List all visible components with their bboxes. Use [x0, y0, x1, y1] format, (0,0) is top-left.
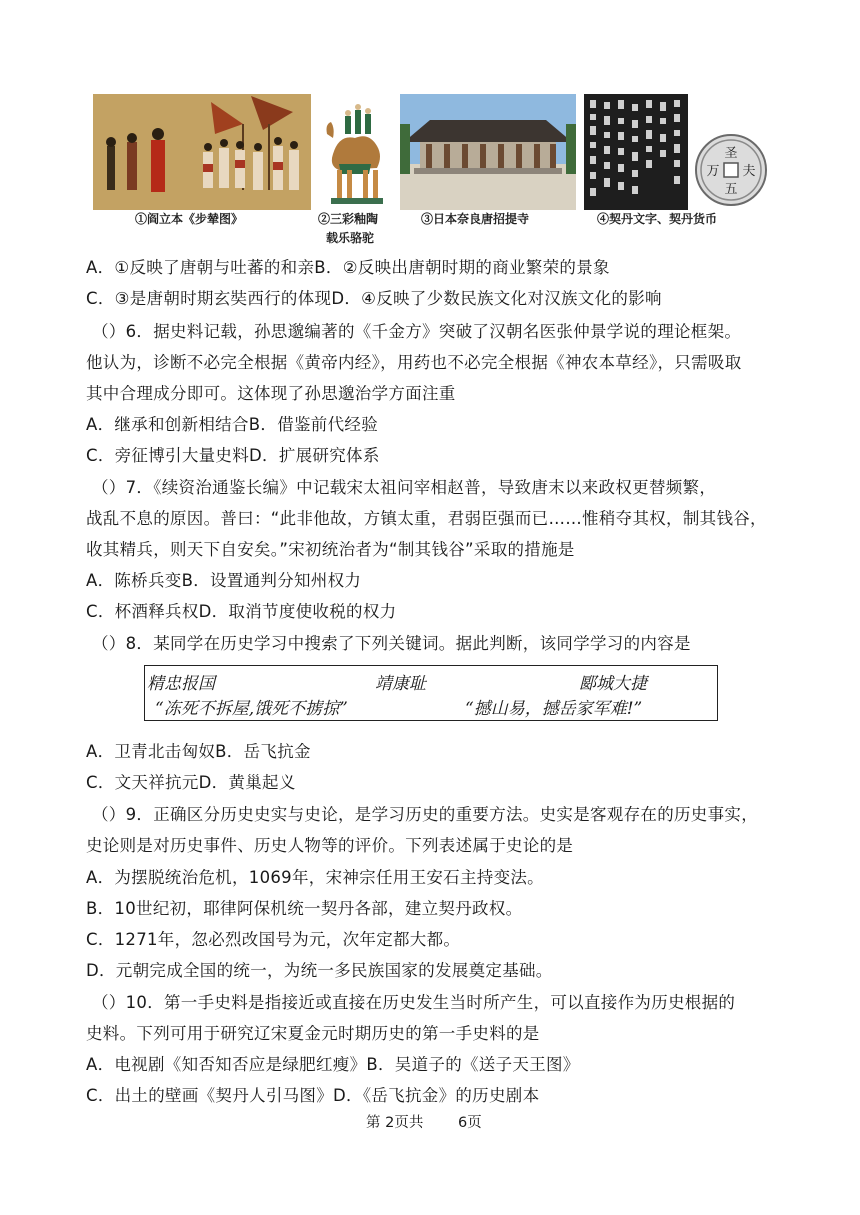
keyword-quote-yuejiajun: “撼山易，撼岳家军难!”	[465, 699, 643, 719]
q7-stem-line2: 战乱不息的原因。普曰：“此非他故，方镇太重，君弱臣强而已……惟稍夺其权，制其钱谷，	[86, 509, 767, 528]
q7-option-a-b: A．陈桥兵变B．设置通判分知州权力	[86, 571, 362, 590]
q9-option-b: B．10世纪初，耶律阿保机统一契丹各部，建立契丹政权。	[86, 899, 523, 918]
coin-char-top: 圣	[724, 146, 738, 161]
q5-option-a-b: A．①反映了唐朝与吐蕃的和亲B．②反映出唐朝时期的商业繁荣的景象	[86, 258, 610, 277]
painting-image	[93, 94, 311, 210]
q6-stem-line3: 其中合理成分即可。这体现了孙思邈治学方面注重	[86, 384, 456, 403]
q10-option-c-d: C．出土的壁画《契丹人引马图》D．《岳飞抗金》的历史剧本	[86, 1086, 540, 1105]
q8-keyword-box	[144, 665, 718, 721]
q9-stem-line1: （）9．正确区分历史史实与史论，是学习历史的重要方法。史实是客观存在的历史事实，	[92, 805, 758, 824]
q8-option-a-b: A．卫青北击匈奴B．岳飞抗金	[86, 742, 311, 761]
khitan-script-rubbing-image	[584, 94, 688, 210]
q9-option-c: C．1271年，忽必烈改国号为元，次年定都大都。	[86, 930, 461, 949]
figure-4-caption: ④契丹文字、契丹货币	[597, 212, 718, 226]
q6-option-a-b: A．继承和创新相结合B．借鉴前代经验	[86, 415, 379, 434]
q10-stem-line1: （）10．第一手史料是指接近或直接在历史发生当时所产生，可以直接作为历史根据的	[92, 993, 736, 1012]
keyword-jingkang-chi: 靖康耻	[375, 674, 426, 694]
coin-char-bottom: 五	[724, 182, 738, 197]
q5-option-c-d: C．③是唐朝时期玄奘西行的体现D．④反映了少数民族文化对汉族文化的影响	[86, 289, 662, 308]
khitan-coin-image	[694, 133, 768, 207]
coin-char-right: 夫	[742, 164, 756, 179]
keyword-jingzhong-baoguo: 精忠报国	[147, 674, 215, 694]
page-total: 6页	[458, 1115, 482, 1131]
q7-stem-line1: （）7．《续资治通鉴长编》中记载宋太祖问宰相赵普，导致唐末以来政权更替频繁，	[92, 478, 717, 497]
q10-option-a-b: A．电视剧《知否知否应是绿肥红瘦》B．吴道子的《送子天王图》	[86, 1055, 580, 1074]
q8-option-c-d: C．文天祥抗元D．黄巢起义	[86, 773, 296, 792]
figure-3-caption: ③日本奈良唐招提寺	[421, 212, 530, 226]
q9-stem-line2: 史论则是对历史事件、历史人物等的评价。下列表述属于史论的是	[86, 836, 574, 855]
q6-stem-line1: （）6．据史料记载，孙思邈编著的《千金方》突破了汉朝名医张仲景学说的理论框架。	[92, 322, 742, 341]
q8-stem-line1: （）8．某同学在历史学习中搜索了下列关键词。据此判断，该同学学习的内容是	[92, 634, 691, 653]
coin-char-left: 万	[706, 164, 720, 179]
q7-stem-line3: 收其精兵，则天下自安矣。”宋初统治者为“制其钱谷”采取的措施是	[86, 540, 575, 559]
keyword-quote-discipline: “冻死不拆屋,饿死不掳掠”	[155, 699, 348, 719]
camel-sculpture-image	[319, 94, 391, 210]
q9-option-d: D．元朝完成全国的统一，为统一多民族国家的发展奠定基础。	[86, 961, 553, 980]
figure-2-caption-line1: ②三彩釉陶	[318, 212, 379, 226]
q6-option-c-d: C．旁征博引大量史料D．扩展研究体系	[86, 446, 380, 465]
q7-option-c-d: C．杯酒释兵权D．取消节度使收税的权力	[86, 602, 397, 621]
temple-photo-image	[400, 94, 576, 210]
q10-stem-line2: 史料。下列可用于研究辽宋夏金元时期历史的第一手史料的是	[86, 1024, 540, 1043]
q9-option-a: A．为摆脱统治危机，1069年，宋神宗任用王安石主持变法。	[86, 868, 544, 887]
page-number: 第 2页共	[366, 1115, 424, 1131]
figure-2-caption-line2: 载乐骆驼	[326, 231, 375, 245]
figure-1-caption: ①阎立本《步辇图》	[135, 212, 244, 226]
q6-stem-line2: 他认为，诊断不必完全根据《黄帝内经》，用药也不必完全根据《神农本草经》，只需吸取	[86, 353, 742, 372]
keyword-yancheng-dajie: 郾城大捷	[579, 674, 647, 694]
